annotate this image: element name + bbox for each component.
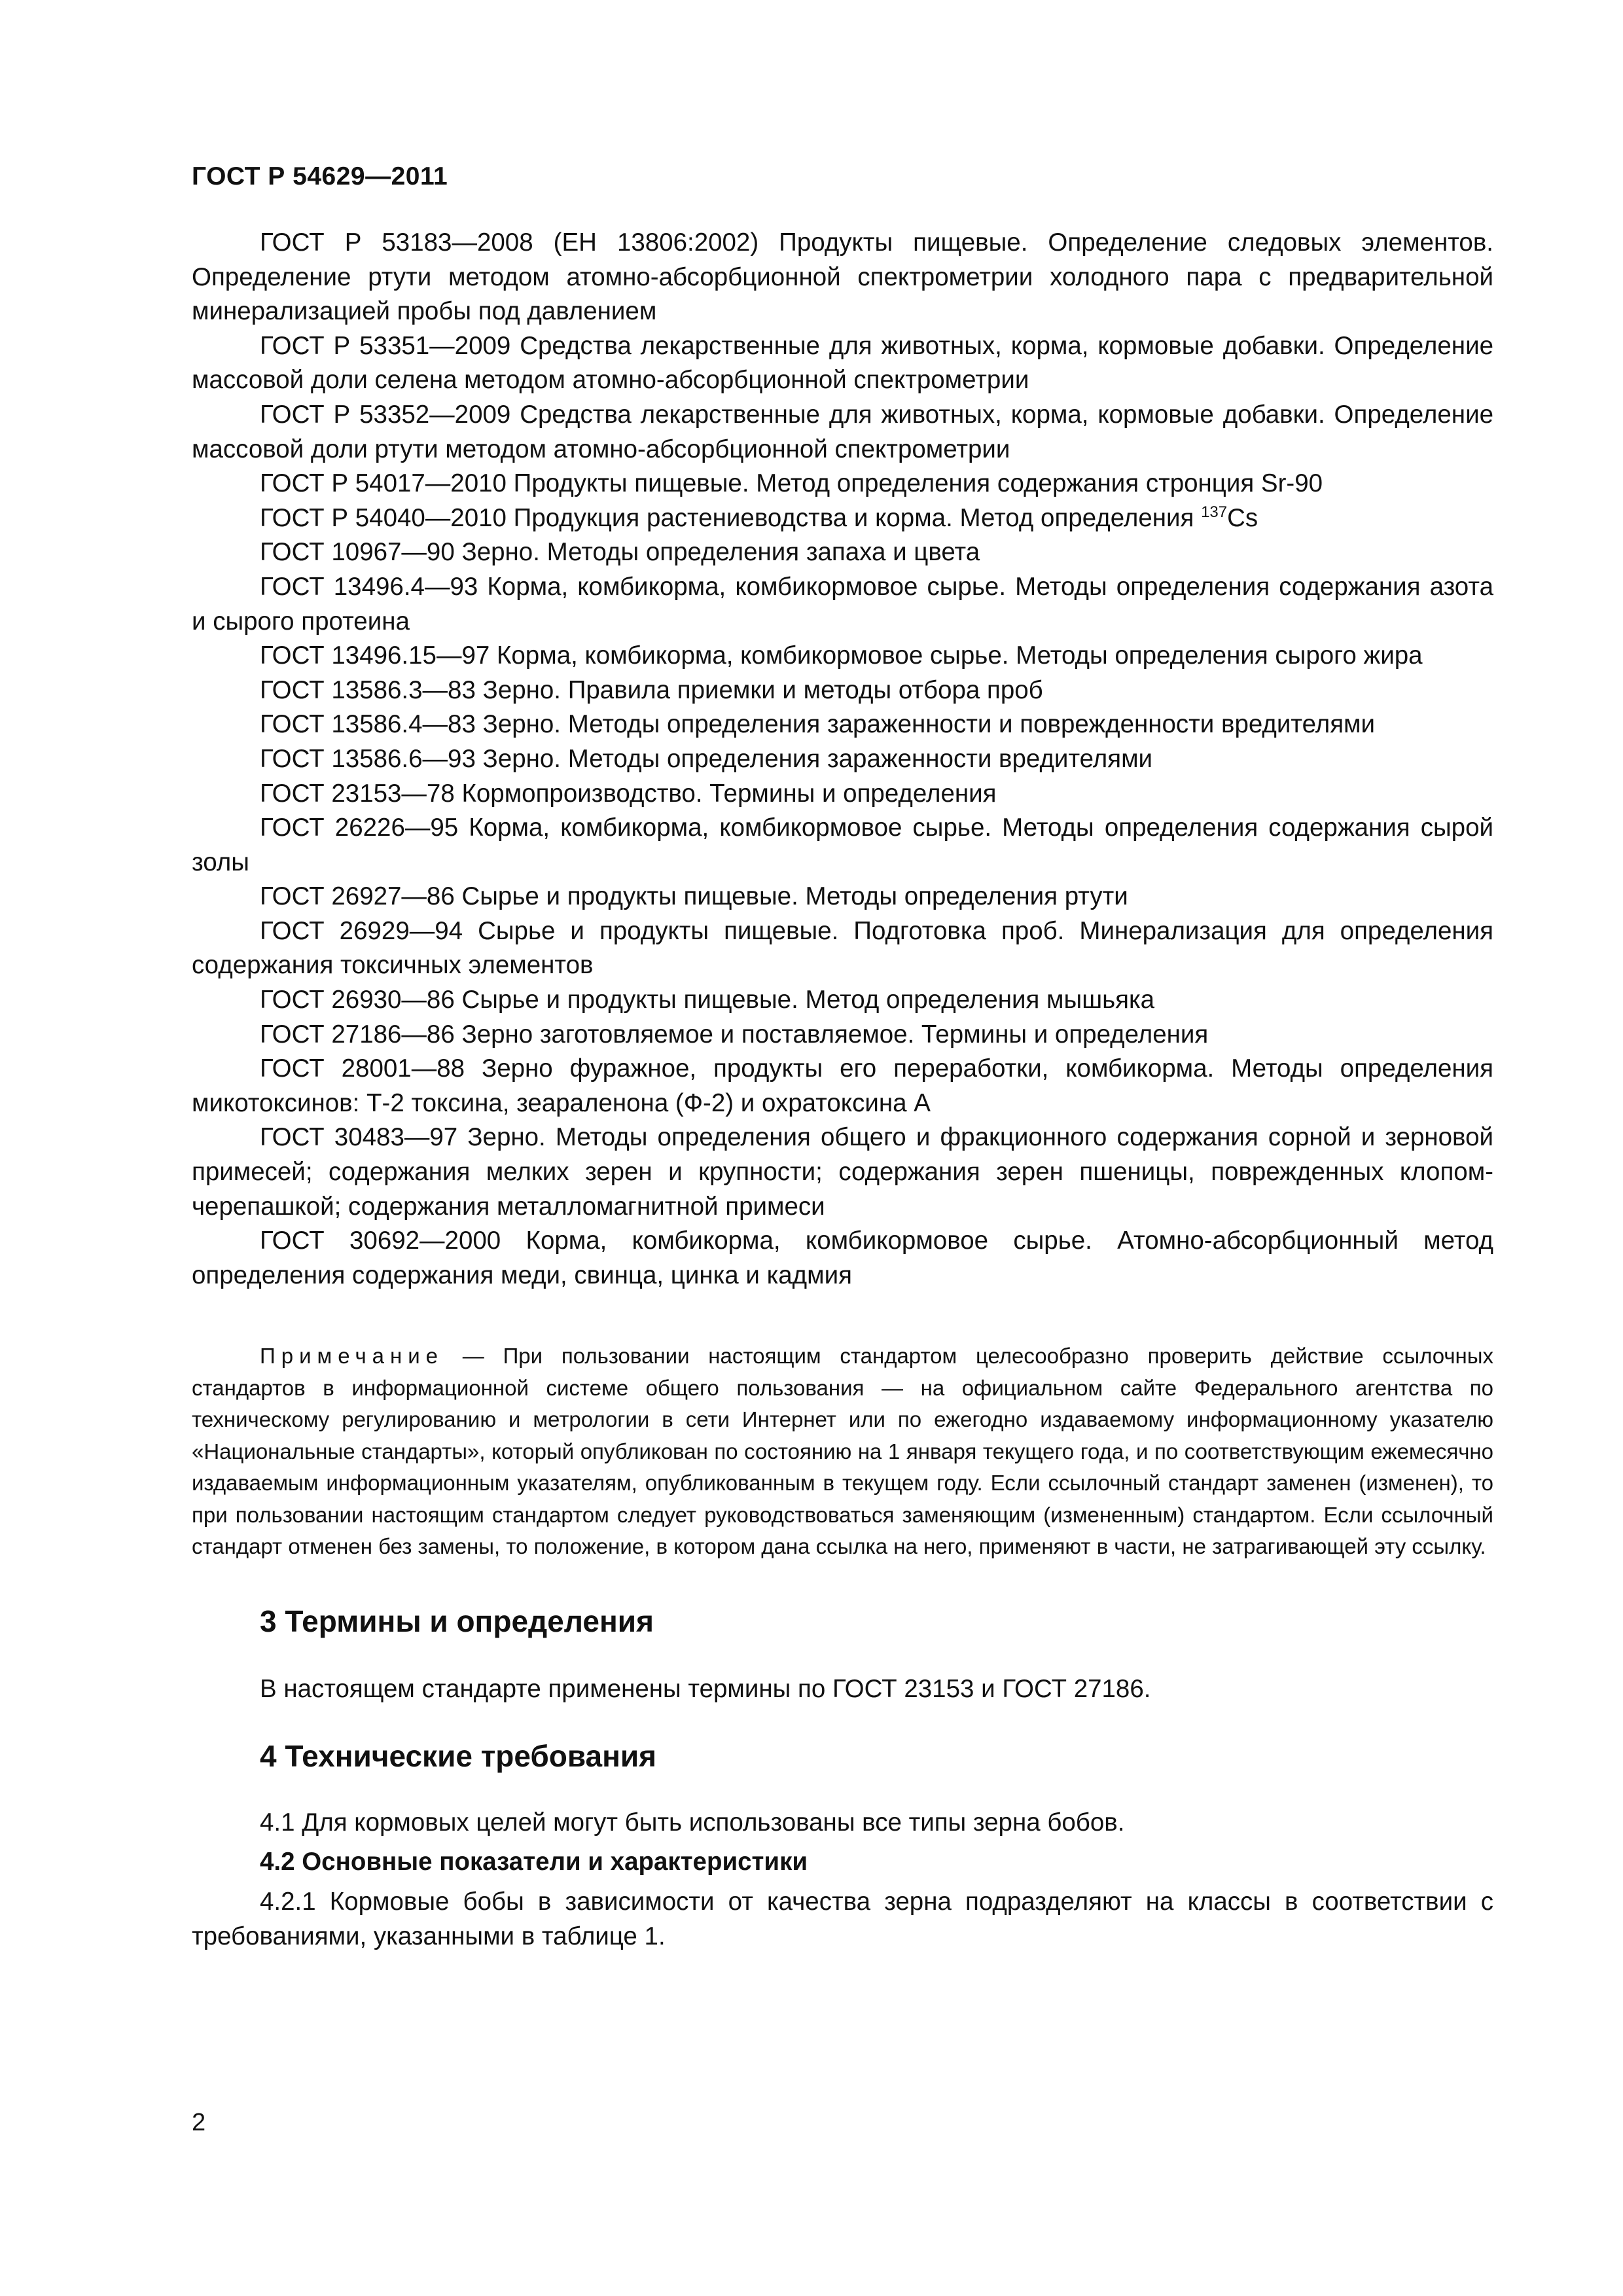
reference-item: ГОСТ Р 54017—2010 Продукты пищевые. Метод определения содержания стронция Sr-90 [260,469,1323,498]
normative-references-list [192,226,1493,1293]
reference-item: ГОСТ 13586.3—83 Зерно. Правила приемки и методы отбора проб [260,675,1043,704]
note-text: — При пользовании настоящим стандартом целесообразно проверить действие ссылочных стандартов в информационной системе общего пользования — на официальном сайте Федерального агентства по техническому регулированию и метрологии в сети Интернет или по ежегодно издаваемому информационному указателю «Национальные стандарты», который опубликован по состоянию на 1 января текущего года, и по соответствующим ежемесячно издаваемым информационным указателям, опубликованным в текущем году. Если ссылочный стандарт заменен (изменен), то при пользовании настоящим стандартом следует руководствоваться заменяющим (измененным) стандартом. Если ссылочный стандарт отменен без замены, то положение, в котором дана ссылка на него, применяют в части, не затрагивающей эту ссылку. [192,1344,1493,1558]
reference-item: ГОСТ Р 53352—2009 Средства лекарственные для животных, корма, кормовые добавки. Определение массовой доли ртути методом атомно-абсорбционной спектрометрии [192,400,1493,463]
reference-item: ГОСТ Р 53183—2008 (ЕН 13806:2002) Продукты пищевые. Определение следовых элементов. Определение ртути методом атомно-абсорбционной спектрометрии холодного пара с предварительной минерализацией пробы под давлением [192,228,1493,326]
reference-item: ГОСТ 26927—86 Сырье и продукты пищевые. Методы определения ртути [260,882,1128,911]
clause-4-1: 4.1 Для кормовых целей могут быть использованы все типы зерна бобов. [260,1808,1125,1837]
reference-item: ГОСТ 13496.4—93 Корма, комбикорма, комбикормовое сырье. Методы определения содержания азота и сырого протеина [192,572,1493,636]
section-3-heading: 3 Термины и определения [260,1604,654,1638]
section-3-text: В настоящем стандарте применены термины по ГОСТ 23153 и ГОСТ 27186. [260,1675,1151,1703]
reference-item: ГОСТ 30692—2000 Корма, комбикорма, комбикормовое сырье. Атомно-абсорбционный метод определения содержания меди, свинца, цинка и кадмия [192,1227,1493,1289]
reference-item: ГОСТ 23153—78 Кормопроизводство. Термины и определения [260,779,997,808]
reference-item: ГОСТ 26929—94 Сырье и продукты пищевые. Подготовка проб. Минерализация для определения содержания токсичных элементов [192,916,1493,980]
reference-item: ГОСТ 13586.4—83 Зерно. Методы определения зараженности и поврежденности вредителями [260,710,1376,739]
reference-item: ГОСТ 28001—88 Зерно фуражное, продукты его переработки, комбикорма. Методы определения микотоксинов: Т-2 токсина, зеараленона (Ф-2) и охратоксина А [192,1054,1493,1117]
reference-item: ГОСТ 26930—86 Сырье и продукты пищевые. Метод определения мышьяка [260,986,1155,1014]
reference-item: ГОСТ Р 53351—2009 Средства лекарственные для животных, корма, кормовые добавки. Определение массовой доли селена методом атомно-абсорбционной спектрометрии [192,331,1493,395]
reference-item [192,501,1493,536]
isotope-superscript: 137 [1201,503,1228,521]
clause-4-2-1: 4.2.1 Кормовые бобы в зависимости от качества зерна подразделяют на классы в соответствии с требованиями, указанными в таблице 1. [192,1888,1493,1950]
reference-item: ГОСТ 13496.15—97 Корма, комбикорма, комбикормовое сырье. Методы определения сырого жира [260,641,1423,670]
document-header: ГОСТ Р 54629—2011 [192,162,448,190]
reference-item: ГОСТ 27186—86 Зерно заготовляемое и поставляемое. Термины и определения [260,1020,1209,1049]
section-4-heading: 4 Технические требования [260,1739,656,1773]
page-number: 2 [192,2109,206,2136]
reference-item: ГОСТ 13586.6—93 Зерно. Методы определения зараженности вредителями [260,744,1153,773]
reference-item: ГОСТ 10967—90 Зерно. Методы определения запаха и цвета [260,538,980,567]
reference-item: ГОСТ 26226—95 Корма, комбикорма, комбикормовое сырье. Методы определения содержания сырой золы [192,814,1493,876]
note-paragraph [192,1340,1493,1563]
note-label: Примечание [260,1344,444,1368]
isotope-symbol: Cs [1227,503,1258,532]
reference-text: ГОСТ Р 54040—2010 Продукция растениеводства и корма. Метод определения [260,503,1202,532]
subsection-4-2-heading: 4.2 Основные показатели и характеристики [260,1848,808,1876]
reference-item: ГОСТ 30483—97 Зерно. Методы определения общего и фракционного содержания сорной и зерновой примесей; содержания мелких зерен и крупности; содержания зерен пшеницы, поврежденных клопом-черепашкой; содержания металломагнитной примеси [192,1123,1493,1221]
